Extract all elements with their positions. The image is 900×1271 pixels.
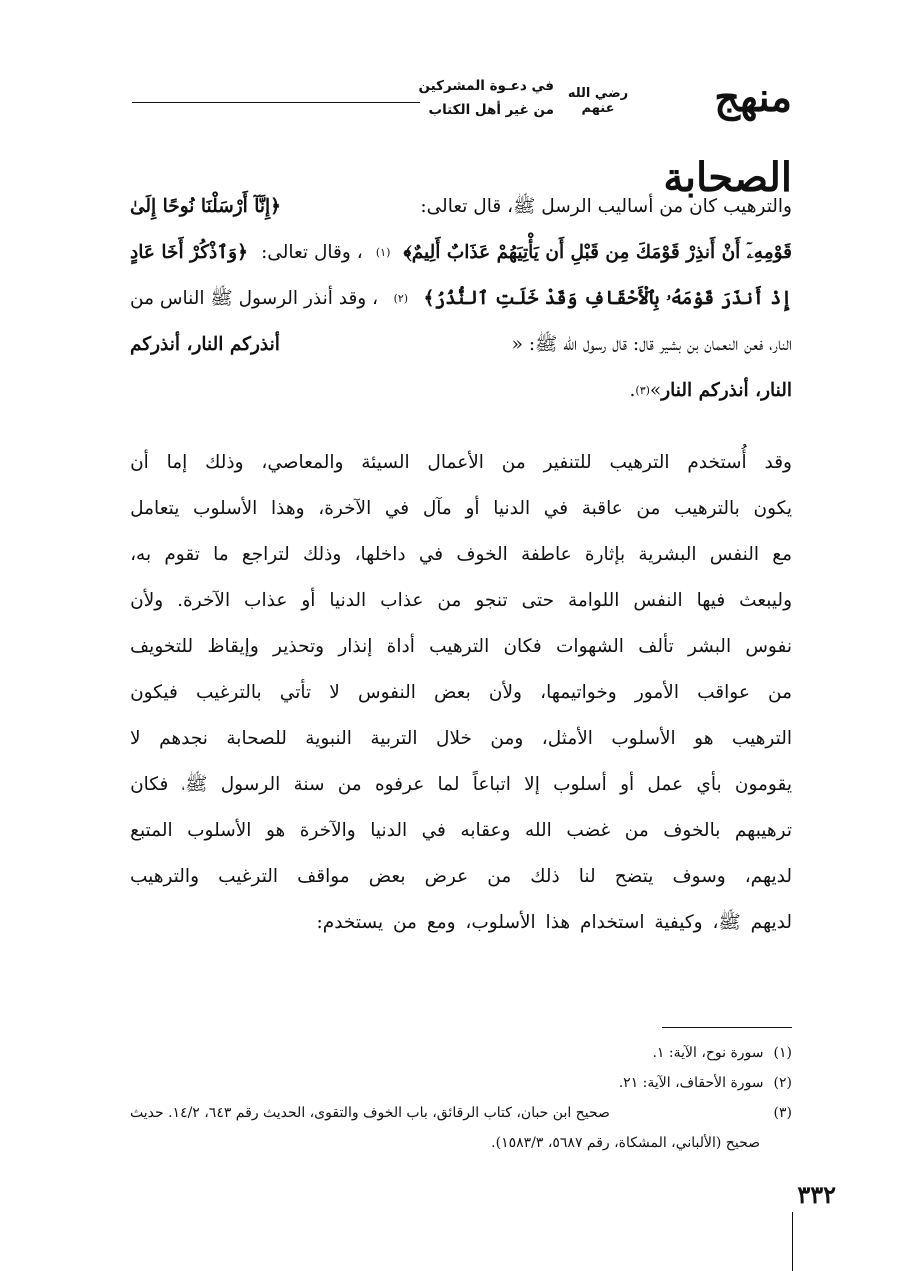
word: ذلك — [530, 865, 560, 887]
word: أداة — [386, 635, 415, 657]
word: إما — [166, 451, 188, 473]
word: عمل — [647, 773, 684, 795]
word: وقد — [764, 451, 792, 473]
word: وعقابه — [460, 819, 511, 841]
word: وتحذير — [273, 635, 325, 657]
word: عاطفة — [521, 543, 572, 565]
word: للتخويف — [130, 635, 194, 657]
paragraph-2 — [130, 440, 792, 946]
hadith-quote: أنذركم النار، أنذركم — [130, 333, 280, 355]
header-subtitle-line-1: في دعـوة المشركين — [418, 78, 554, 94]
word: ما — [213, 543, 229, 565]
word: في — [418, 543, 444, 565]
word: غضب — [566, 819, 611, 841]
footnotes — [130, 1038, 792, 1158]
word: البشر — [688, 635, 732, 657]
text-line — [130, 184, 792, 230]
text-line — [130, 624, 792, 670]
word: للتنفير — [543, 451, 592, 473]
word: الآخرة. — [177, 589, 231, 611]
word: وذلك — [302, 543, 342, 565]
word: وسوف — [672, 865, 726, 887]
header-subtitle-line-2: من غير أهل الكتاب — [428, 102, 554, 118]
word: يكون — [753, 497, 792, 519]
text-line — [130, 808, 792, 854]
word: أسلوب — [553, 773, 607, 795]
text-line — [130, 762, 792, 808]
quran-verse: ﴿وَٱذْكُرْ أَخَا عَادٍ — [130, 241, 248, 263]
word: فيكون — [130, 681, 178, 703]
word: مع — [772, 543, 792, 565]
word: ولأن — [488, 681, 522, 703]
word: في — [421, 819, 446, 841]
word: أن — [130, 451, 149, 473]
word: ترهيبهم — [734, 819, 792, 841]
word: الأسلوب — [187, 819, 252, 841]
text-run: والترهيب كان من أساليب الرسل ﷺ، قال تعالى: — [420, 195, 792, 217]
word: وليبعث — [739, 589, 792, 611]
word: والترهيب — [130, 865, 200, 887]
paragraph-1 — [130, 184, 792, 414]
text-line — [130, 532, 792, 578]
margin-rule — [792, 1212, 793, 1271]
text-line — [130, 854, 792, 900]
footnote — [130, 1068, 792, 1098]
word: اتباعاً — [472, 773, 511, 795]
header-rule — [132, 102, 420, 103]
word: الترهيب — [609, 451, 670, 473]
text-line: النار، أنذركم النار » (٣) . — [629, 379, 792, 401]
word: النفوس — [357, 681, 416, 703]
word: والمعاصي، — [261, 451, 344, 473]
word: عذاب — [380, 589, 424, 611]
footnote-text: صحيح ابن حبان، كتاب الرقائق، باب الخوف والتقوى، الحديث رقم ٦٤٣، ١٤/٢. حديث — [130, 1105, 610, 1121]
word: الدنيا — [493, 497, 531, 519]
honorific-calligraphy: رضي الله عنهم — [567, 86, 629, 116]
word: نفوس — [745, 635, 792, 657]
word: عاقبة — [581, 497, 623, 519]
word: فكان — [503, 635, 542, 657]
word: مواقف — [297, 865, 350, 887]
word: الأمثل، — [541, 727, 593, 749]
text-run: . — [629, 379, 636, 401]
word: بعض — [433, 681, 471, 703]
word: يتضح — [614, 865, 654, 887]
text-run: » — [649, 379, 662, 401]
word: بالترهيب — [674, 497, 740, 519]
footnote-text: سورة الأحقاف، الآية: ٢١. — [618, 1075, 764, 1091]
word: وخواتيمها، — [540, 681, 617, 703]
text-run: النار، فعن النعمان بن بشير قال: قال رسول الله ﷺ: « — [511, 333, 792, 355]
word: الله — [524, 819, 552, 841]
word: الأمور — [634, 681, 679, 703]
word: لا — [329, 681, 340, 703]
text-line — [130, 716, 792, 762]
footnote-continuation: صحيح (الألباني، المشكاة، رقم ٥٦٨٧، ١٥٨٣/٣). — [491, 1135, 760, 1151]
word: لنا — [578, 865, 596, 887]
word: يقومون — [734, 773, 792, 795]
text-line: قَوْمِهِۦٓ أَنْ أَنذِرْ قَوْمَكَ مِن قَبْلِ أَن يَأْتِيَهُمْ عَذَابٌ أَلِيمٌ﴾ (١) ، وقال تعالى: ﴿وَٱذْكُرْ أَخَا عَادٍ — [130, 241, 792, 263]
footnote-number: (٣) — [773, 1105, 792, 1121]
word: الأعمال — [427, 451, 484, 473]
quran-verse: قَوْمِهِۦٓ أَنْ أَنذِرْ قَوْمَكَ مِن قَبْلِ أَن يَأْتِيَهُمْ عَذَابٌ أَلِيمٌ﴾ — [403, 241, 792, 263]
footnote-number: (٢) — [773, 1075, 792, 1091]
word: في — [543, 497, 569, 519]
word: أُستخدم — [687, 451, 747, 473]
word: من — [337, 773, 362, 795]
word: بعض — [368, 865, 406, 887]
word: من — [768, 681, 792, 703]
word: عرض — [424, 865, 469, 887]
text-line: إِذْ أَنذَرَ قَوْمَهُۥ بِٱلْأَحْقَافِ وَقَدْ خَلَتِ ٱلنُّذُرُ﴾ (٢) ، وقد أنذر الرسول ﷺ الناس من — [130, 287, 792, 309]
footnote-separator — [662, 1027, 792, 1028]
word: داخلها، — [354, 543, 406, 565]
word: الترغيب — [218, 865, 279, 887]
word: عذاب — [244, 589, 288, 611]
word: إلا — [524, 773, 540, 795]
word: تأتي — [279, 681, 312, 703]
word: ﷺ، — [181, 773, 208, 795]
word: لما — [437, 773, 460, 795]
word: في — [384, 497, 410, 519]
word: لتراجع — [241, 543, 290, 565]
word: الترهيب — [429, 635, 490, 657]
hadith-quote: النار، أنذركم النار — [661, 379, 792, 401]
word: أو — [301, 589, 316, 611]
footnote — [130, 1098, 792, 1128]
word: من — [437, 589, 462, 611]
word: المتبع — [130, 819, 173, 841]
quran-verse: إِذْ أَنذَرَ قَوْمَهُۥ بِٱلْأَحْقَافِ وَقَدْ خَلَتِ ٱلنُّذُرُ﴾ — [423, 287, 792, 309]
footnote-number: (١) — [773, 1045, 792, 1061]
word: الأسلوب — [193, 497, 258, 519]
word: النفس — [709, 543, 760, 565]
word: من — [624, 819, 649, 841]
text-line — [130, 486, 792, 532]
word: بأي — [696, 773, 722, 795]
book-title-calligraphy: منهج الصحابة — [663, 74, 792, 201]
word: الأسلوب — [611, 727, 676, 749]
word: السيئة — [361, 451, 410, 473]
word: النبوية — [305, 727, 352, 749]
page-number: ٣٣٢ — [797, 1180, 836, 1209]
word: بالترغيب — [196, 681, 262, 703]
word: أو — [620, 773, 635, 795]
word: الدنيا — [370, 819, 408, 841]
text-line — [130, 670, 792, 716]
word: لا — [130, 727, 141, 749]
word: يتعامل — [130, 497, 180, 519]
text-run: ، وقد أنذر الرسول ﷺ الناس من — [130, 287, 379, 309]
word: الرسول — [220, 773, 281, 795]
word: به، — [130, 543, 152, 565]
word: إنذار — [338, 635, 373, 657]
word: اللوامة — [567, 589, 620, 611]
word: تألف — [638, 635, 674, 657]
word: وذلك — [205, 451, 244, 473]
word: ولأن — [130, 589, 164, 611]
word: نجدهم — [159, 727, 208, 749]
word: من — [636, 497, 661, 519]
footnote-text: سورة نوح، الآية: ١. — [652, 1045, 764, 1061]
body-text — [130, 184, 792, 946]
word: لديهم، — [744, 865, 792, 887]
word: البشرية — [638, 543, 697, 565]
word: فيها — [696, 589, 726, 611]
word: النفس — [633, 589, 683, 611]
footnote — [130, 1038, 792, 1068]
word: مآل — [422, 497, 452, 519]
word: عرفوه — [374, 773, 425, 795]
word: تقوم — [164, 543, 200, 565]
text-line — [130, 578, 792, 624]
word: تنجو — [475, 589, 508, 611]
word: عواقب — [697, 681, 750, 703]
word: وهذا — [271, 497, 305, 519]
word: وإيقاظ — [207, 635, 259, 657]
text-line — [130, 322, 792, 368]
word: ومن — [490, 727, 524, 749]
word: خلال — [436, 727, 472, 749]
word: الآخرة، — [318, 497, 372, 519]
word: سنة — [293, 773, 325, 795]
text-run: ، وقال تعالى: — [261, 241, 363, 263]
word: الدنيا — [329, 589, 367, 611]
word: من — [501, 451, 526, 473]
word: بالخوف — [663, 819, 721, 841]
word: فكان — [130, 773, 169, 795]
text-line: لديهم ﷺ، وكيفية استخدام هذا الأسلوب، ومع من يستخدم: — [316, 911, 792, 933]
word: من — [487, 865, 512, 887]
word: التربية — [370, 727, 418, 749]
word: الترهيب — [731, 727, 792, 749]
header-subtitle — [418, 74, 554, 122]
word: حتى — [521, 589, 555, 611]
quran-verse: ﴿إِنَّآ أَرْسَلْنَا نُوحًا إِلَىٰ — [130, 195, 281, 217]
word: والآخرة — [299, 819, 356, 841]
text-line — [130, 440, 792, 486]
word: الشهوات — [556, 635, 624, 657]
word: هو — [694, 727, 714, 749]
word: بإثارة — [584, 543, 626, 565]
word: للصحابة — [226, 727, 287, 749]
word: هو — [265, 819, 286, 841]
word: الخوف — [456, 543, 508, 565]
word: أو — [465, 497, 480, 519]
